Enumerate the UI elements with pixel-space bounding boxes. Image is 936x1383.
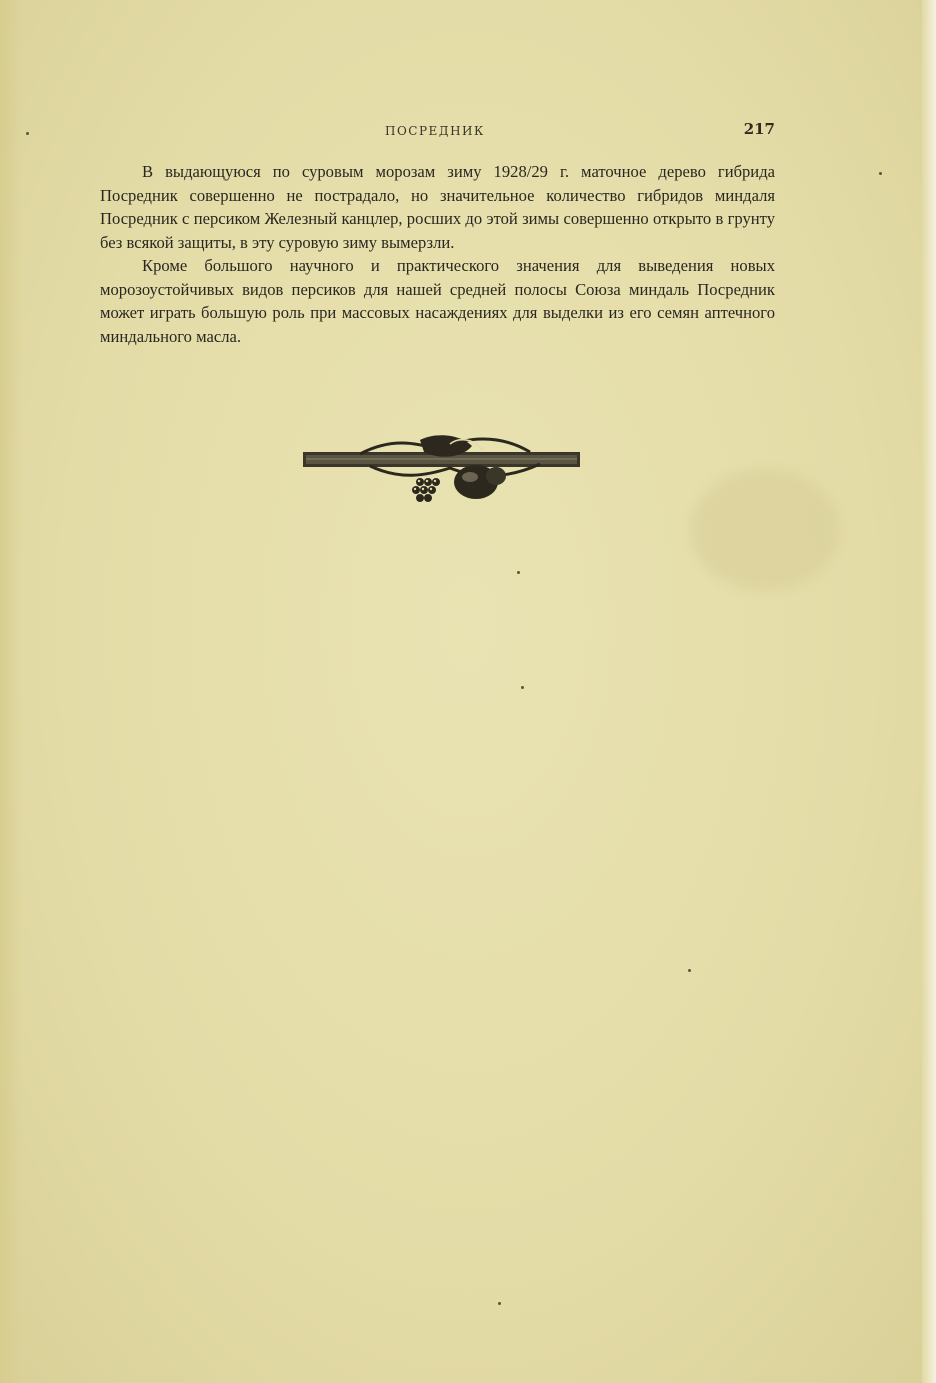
- page-edge-shadow: [0, 0, 22, 1383]
- speck: [498, 1302, 501, 1305]
- page-number: 217: [743, 120, 775, 138]
- show-through-stain: [690, 470, 840, 590]
- vignette-ornament-icon: [300, 432, 584, 510]
- speck: [879, 172, 882, 175]
- speck: [688, 969, 691, 972]
- page-header: [100, 120, 775, 142]
- running-head: ПОСРЕДНИК: [385, 124, 485, 138]
- speck: [517, 571, 520, 574]
- body-text: [100, 160, 775, 348]
- page-edge-highlight: [922, 0, 936, 1383]
- paragraph: Кроме большого научного и практического значения для выведения новых морозоустойчивых видов персиков для нашей средней полосы Союза миндаль Посредник может играть большую роль при массовых насаждениях для выделки из его семян аптечного миндального масла.: [100, 256, 775, 346]
- paragraph: В выдающуюся по суровым морозам зиму 1928/29 г. маточное дерево гибрида Посредник совершенно не пострадало, но значительное количество гибридов миндаля Посредник с персиком Железный канцлер, росших до этой зимы совершенно открыто в грунту без всякой защиты, в эту суровую зиму вымерзли.: [100, 162, 775, 252]
- speck: [26, 132, 29, 135]
- speck: [521, 686, 524, 689]
